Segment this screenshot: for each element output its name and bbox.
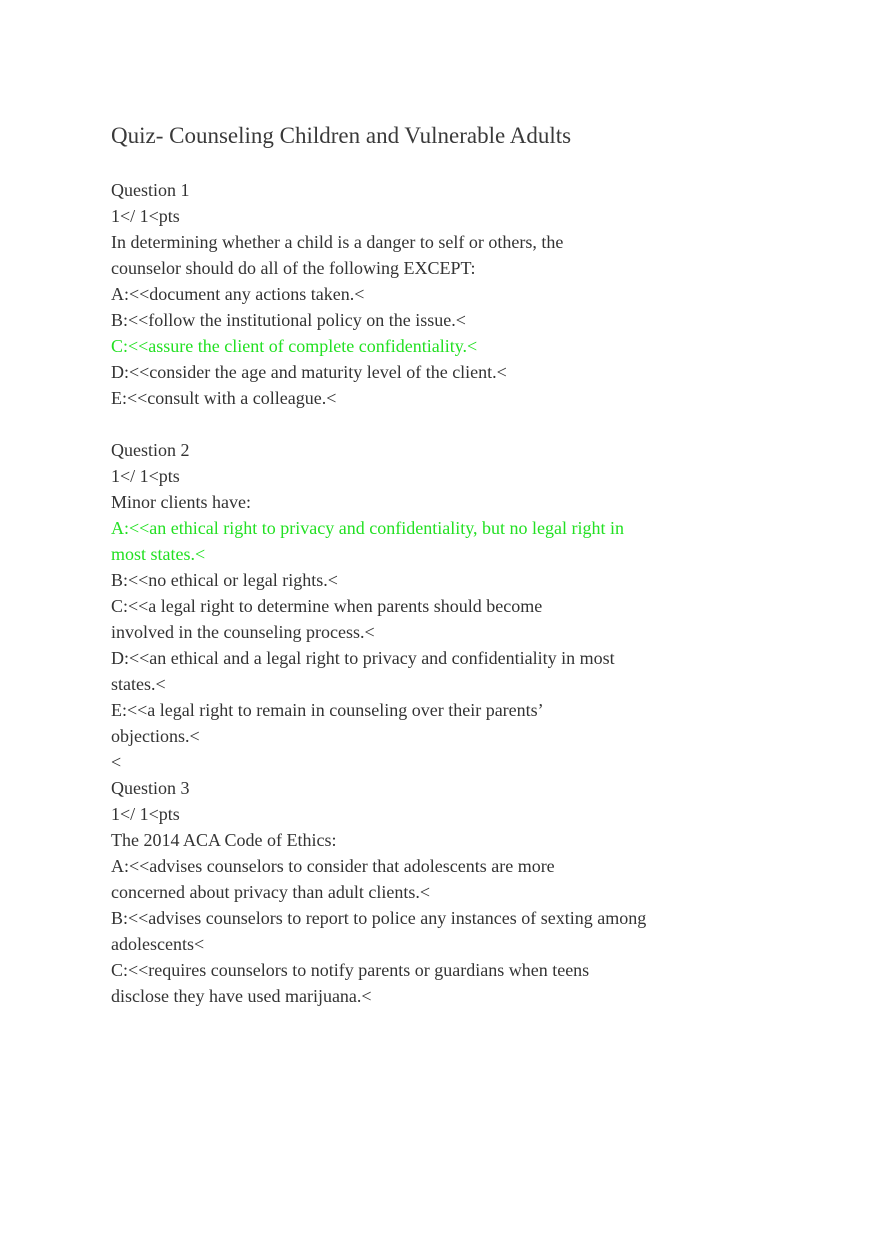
question-heading: Question 1 <box>111 180 190 200</box>
question-prompt: Minor clients have: <box>111 492 251 512</box>
answer-option: B:<<no ethical or legal rights.< <box>111 570 338 590</box>
question-block <box>111 775 671 1009</box>
answer-option: D:<<an ethical and a legal right to privacy and confidentiality in most states.< <box>111 648 615 694</box>
question-heading: Question 3 <box>111 778 190 798</box>
question-prompt: In determining whether a child is a danger to self or others, the counselor should do all of the following EXCEPT: <box>111 232 564 278</box>
answer-option: D:<<consider the age and maturity level of the client.< <box>111 362 507 382</box>
answer-option: E:<<a legal right to remain in counseling over their parents’ objections.< <box>111 700 543 746</box>
document-body <box>111 121 671 1009</box>
stray-marker: < <box>111 752 122 772</box>
question-heading: Question 2 <box>111 440 190 460</box>
page-title: Quiz- Counseling Children and Vulnerable Adults <box>111 123 572 148</box>
answer-option: C:<<a legal right to determine when parents should become involved in the counseling process.< <box>111 596 543 642</box>
question-block <box>111 177 671 411</box>
answer-option: A:<<advises counselors to consider that adolescents are more concerned about privacy than adult clients.< <box>111 856 555 902</box>
question-points: 1</ 1<pts <box>111 466 180 486</box>
question-block <box>111 437 671 775</box>
question-points: 1</ 1<pts <box>111 206 180 226</box>
answer-option-correct: C:<<assure the client of complete confidentiality.< <box>111 336 478 356</box>
answer-option: E:<<consult with a colleague.< <box>111 388 337 408</box>
spacer <box>111 411 671 437</box>
answer-option: B:<<advises counselors to report to police any instances of sexting among adolescents< <box>111 908 647 954</box>
answer-option-correct: A:<<an ethical right to privacy and confidentiality, but no legal right in most states.< <box>111 518 624 564</box>
question-prompt: The 2014 ACA Code of Ethics: <box>111 830 337 850</box>
question-points: 1</ 1<pts <box>111 804 180 824</box>
answer-option: C:<<requires counselors to notify parents or guardians when teens disclose they have used marijuana.< <box>111 960 590 1006</box>
answer-option: B:<<follow the institutional policy on the issue.< <box>111 310 466 330</box>
answer-option: A:<<document any actions taken.< <box>111 284 365 304</box>
